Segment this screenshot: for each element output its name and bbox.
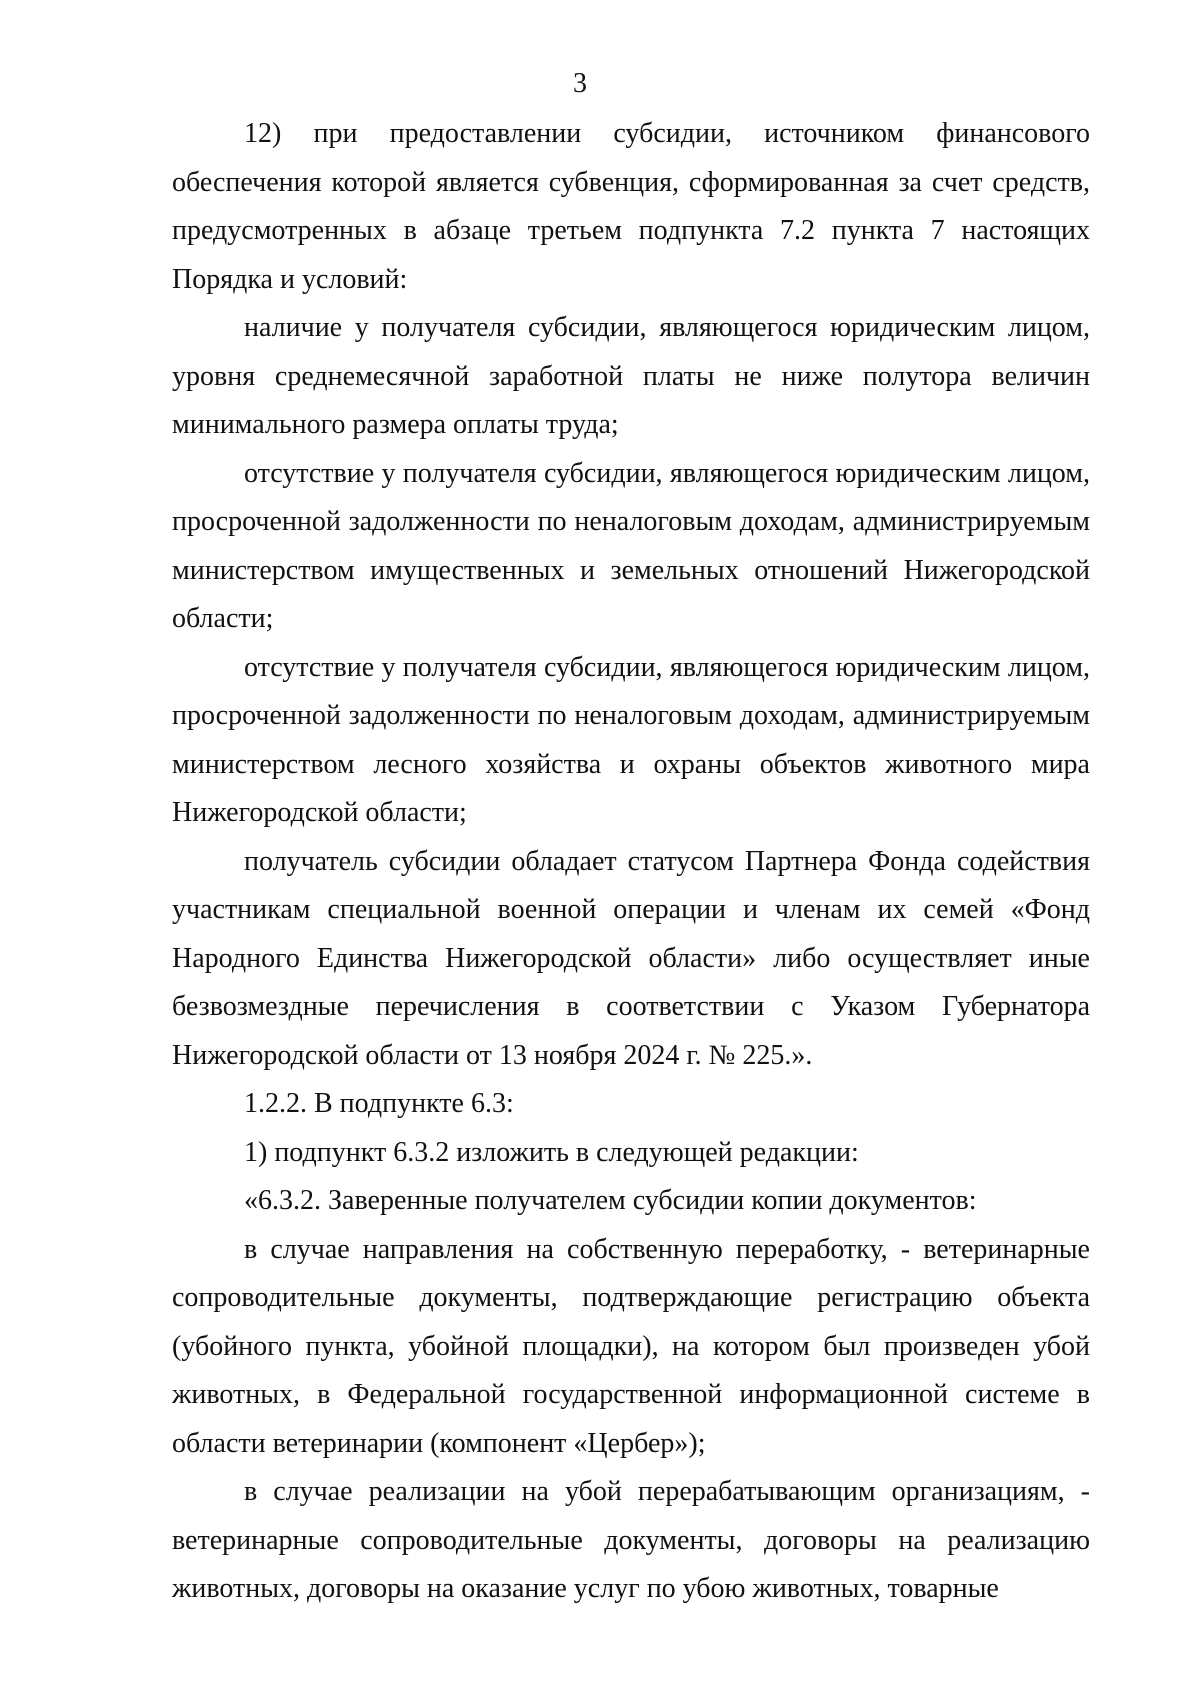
paragraph-own-processing-case: в случае направления на собственную переработку, - ветеринарные сопроводительные документы, подтверждающие регистрацию объекта (убойного пункта, убойной площадки), на котором был произведен убой животных, в Федеральной государственной информационной системе в области ветеринарии (компонент «Цербер»); bbox=[172, 1233, 1090, 1459]
document-body bbox=[172, 110, 1090, 1614]
paragraph-item-12: 12) при предоставлении субсидии, источником финансового обеспечения которой является субвенция, сформированная за счет средств, предусмотренных в абзаце третьем подпункта 7.2 пункта 7 настоящих Порядка и условий: bbox=[172, 118, 1090, 295]
paragraph-6-3-2-heading: «6.3.2. Заверенные получателем субсидии копии документов: bbox=[244, 1185, 977, 1216]
paragraph-no-debt-property-ministry: отсутствие у получателя субсидии, являющегося юридическим лицом, просроченной задолженности по неналоговым доходам, администрируемым министерством имущественных и земельных отношений Нижегородской области; bbox=[172, 457, 1090, 634]
paragraph-sale-for-slaughter-case: в случае реализации на убой перерабатывающим организациям, - ветеринарные сопроводительные документы, договоры на реализацию животных, договоры на оказание услуг по убою животных, товарные bbox=[172, 1476, 1090, 1604]
page-number: 3 bbox=[573, 68, 587, 99]
paragraph-fund-partner-status: получатель субсидии обладает статусом Партнера Фонда содействия участникам специальной военной операции и членам их семей «Фонд Народного Единства Нижегородской области» либо осуществляет иные безвозмездные перечисления в соответствии с Указом Губернатора Нижегородской области от 13 ноября 2024 г. № 225.». bbox=[172, 845, 1090, 1071]
paragraph-no-debt-forestry-ministry: отсутствие у получателя субсидии, являющегося юридическим лицом, просроченной задолженности по неналоговым доходам, администрируемым министерством лесного хозяйства и охраны объектов животного мира Нижегородской области; bbox=[172, 651, 1090, 828]
paragraph-amend-6-3-2: 1) подпункт 6.3.2 изложить в следующей редакции: bbox=[244, 1136, 859, 1168]
paragraph-subclause-1-2-2: 1.2.2. В подпункте 6.3: bbox=[244, 1088, 514, 1119]
paragraph-average-salary: наличие у получателя субсидии, являющегося юридическим лицом, уровня среднемесячной заработной платы не ниже полутора величин минимального размера оплаты труда; bbox=[172, 312, 1090, 440]
